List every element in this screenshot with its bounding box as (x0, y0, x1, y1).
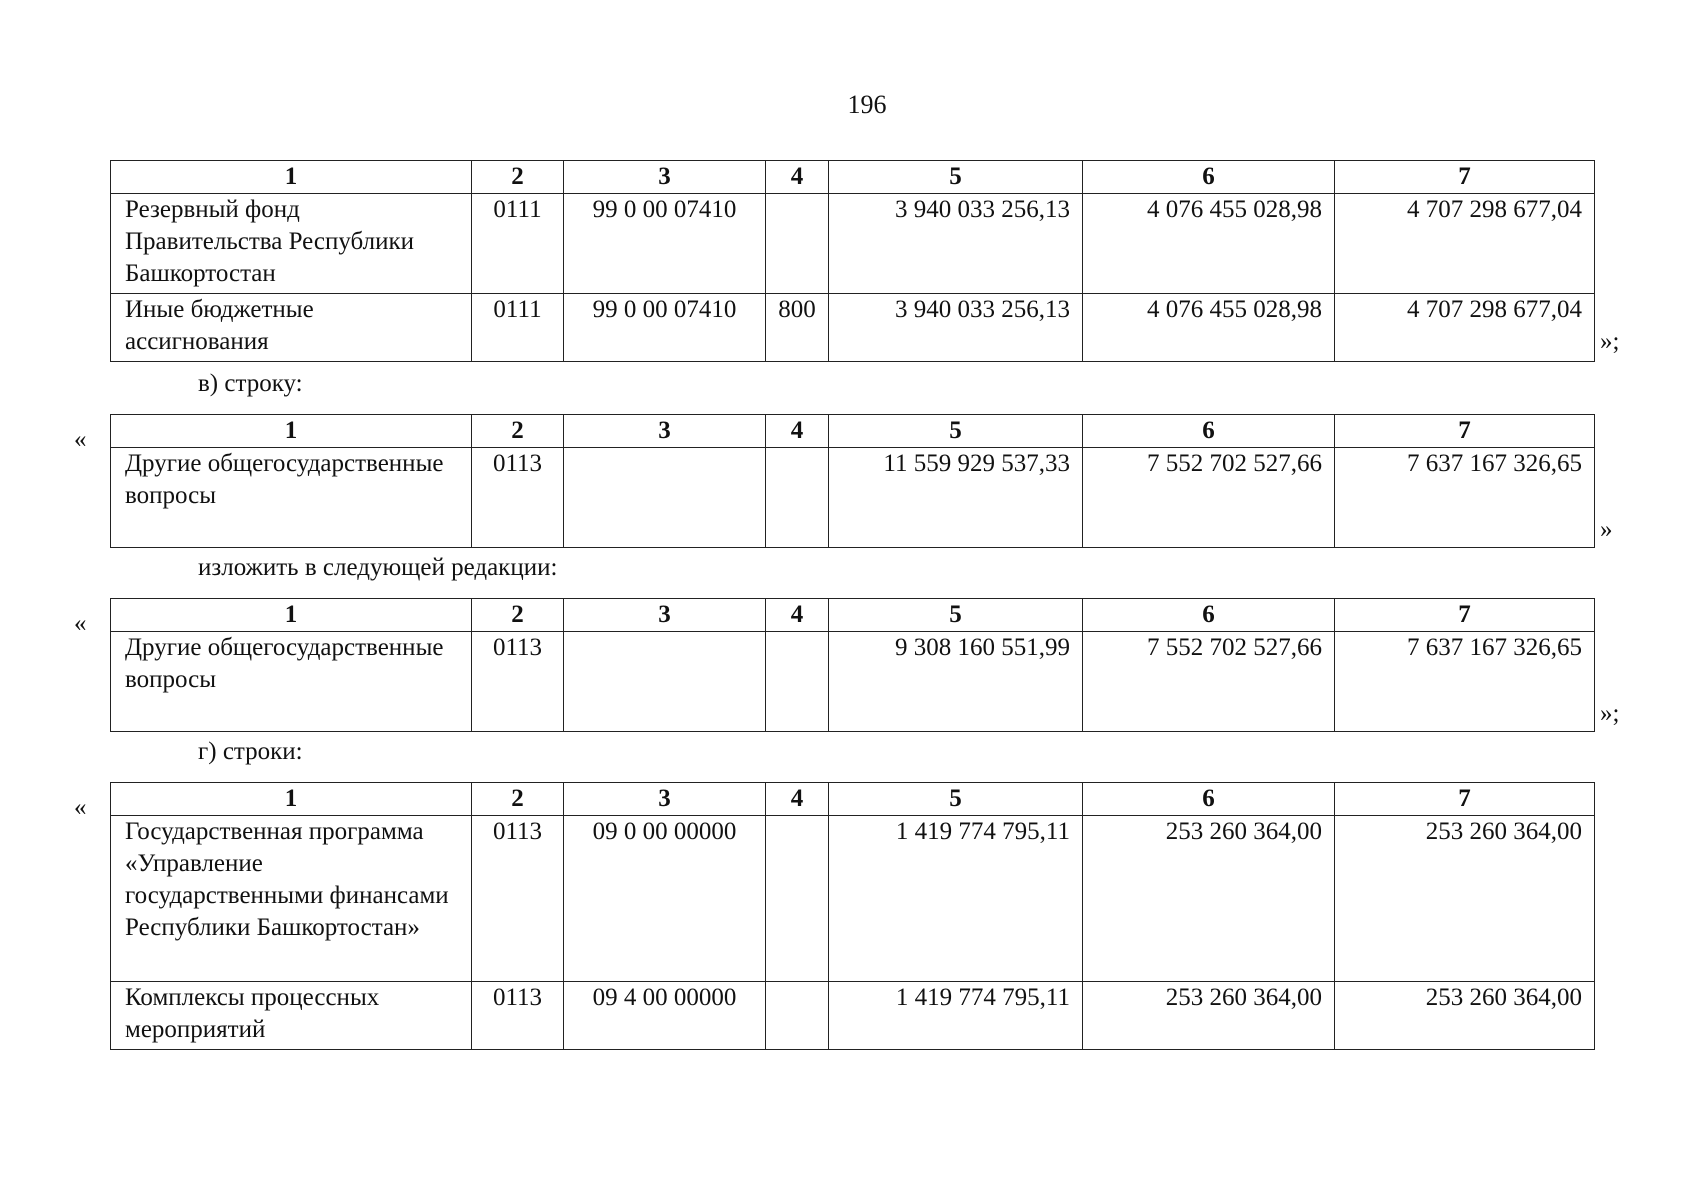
amount-col7-cell: 7 637 167 326,65 (1335, 448, 1595, 548)
header-cell: 3 (564, 599, 766, 632)
header-cell: 1 (111, 783, 472, 816)
expense-type-cell (766, 982, 829, 1050)
expense-type-cell: 800 (766, 294, 829, 362)
amount-col5-cell: 9 308 160 551,99 (829, 632, 1083, 732)
header-cell: 4 (766, 161, 829, 194)
amount-col7-cell: 4 707 298 677,04 (1335, 194, 1595, 294)
header-cell: 7 (1335, 783, 1595, 816)
table-row (111, 448, 1595, 548)
table-row (111, 982, 1595, 1050)
amount-col6-cell: 253 260 364,00 (1083, 982, 1335, 1050)
header-cell: 7 (1335, 415, 1595, 448)
budget-table-4 (110, 782, 1595, 1050)
table-header-row (111, 415, 1595, 448)
amount-col5-cell: 3 940 033 256,13 (829, 294, 1083, 362)
header-cell: 1 (111, 599, 472, 632)
header-cell: 6 (1083, 161, 1335, 194)
expense-type-cell (766, 448, 829, 548)
opening-quote: « (74, 794, 87, 821)
page-number: 196 (847, 90, 887, 119)
target-code-cell (564, 448, 766, 548)
amount-col6-cell: 4 076 455 028,98 (1083, 194, 1335, 294)
amount-col5-cell: 11 559 929 537,33 (829, 448, 1083, 548)
header-cell: 4 (766, 783, 829, 816)
header-cell: 6 (1083, 783, 1335, 816)
row-name-cell: Другие общегосударственные вопросы (111, 448, 472, 548)
table-row (111, 816, 1595, 982)
closing-quote: »; (1600, 700, 1620, 727)
amount-col6-cell: 253 260 364,00 (1083, 816, 1335, 982)
header-cell: 4 (766, 599, 829, 632)
closing-quote: » (1600, 516, 1613, 543)
section-code-cell: 0113 (472, 982, 564, 1050)
amount-col7-cell: 4 707 298 677,04 (1335, 294, 1595, 362)
row-name-cell: Иные бюджетные ассигнования (111, 294, 472, 362)
amount-col7-cell: 253 260 364,00 (1335, 816, 1595, 982)
amount-col7-cell: 253 260 364,00 (1335, 982, 1595, 1050)
header-cell: 1 (111, 415, 472, 448)
budget-table-1 (110, 160, 1595, 362)
row-name-cell: Резервный фонд Правительства Республики Башкортостан (111, 194, 472, 294)
header-cell: 1 (111, 161, 472, 194)
budget-table-2 (110, 414, 1595, 548)
expense-type-cell (766, 816, 829, 982)
header-cell: 4 (766, 415, 829, 448)
amount-col6-cell: 7 552 702 527,66 (1083, 632, 1335, 732)
amount-col5-cell: 3 940 033 256,13 (829, 194, 1083, 294)
table-row (111, 632, 1595, 732)
header-cell: 3 (564, 415, 766, 448)
row-name-cell: Комплексы процессных мероприятий (111, 982, 472, 1050)
table-header-row (111, 783, 1595, 816)
opening-quote: « (74, 426, 87, 453)
expense-type-cell (766, 632, 829, 732)
instruction-v: в) строку: (198, 370, 303, 397)
closing-quote: »; (1600, 328, 1620, 355)
header-cell: 7 (1335, 599, 1595, 632)
instruction-replace: изложить в следующей редакции: (198, 554, 558, 581)
amount-col5-cell: 1 419 774 795,11 (829, 982, 1083, 1050)
amount-col5-cell: 1 419 774 795,11 (829, 816, 1083, 982)
budget-table-3 (110, 598, 1595, 732)
header-cell: 7 (1335, 161, 1595, 194)
table-header-row (111, 161, 1595, 194)
table-row (111, 294, 1595, 362)
header-cell: 2 (472, 161, 564, 194)
amount-col7-cell: 7 637 167 326,65 (1335, 632, 1595, 732)
expense-type-cell (766, 194, 829, 294)
target-code-cell: 09 4 00 00000 (564, 982, 766, 1050)
target-code-cell: 99 0 00 07410 (564, 194, 766, 294)
target-code-cell (564, 632, 766, 732)
section-code-cell: 0111 (472, 194, 564, 294)
section-code-cell: 0113 (472, 448, 564, 548)
header-cell: 6 (1083, 599, 1335, 632)
header-cell: 5 (829, 415, 1083, 448)
target-code-cell: 99 0 00 07410 (564, 294, 766, 362)
header-cell: 5 (829, 783, 1083, 816)
section-code-cell: 0111 (472, 294, 564, 362)
opening-quote: « (74, 610, 87, 637)
header-cell: 2 (472, 783, 564, 816)
header-cell: 5 (829, 161, 1083, 194)
section-code-cell: 0113 (472, 816, 564, 982)
row-name-cell: Другие общегосударственные вопросы (111, 632, 472, 732)
header-cell: 3 (564, 161, 766, 194)
header-cell: 5 (829, 599, 1083, 632)
target-code-cell: 09 0 00 00000 (564, 816, 766, 982)
header-cell: 6 (1083, 415, 1335, 448)
amount-col6-cell: 7 552 702 527,66 (1083, 448, 1335, 548)
table-header-row (111, 599, 1595, 632)
header-cell: 2 (472, 415, 564, 448)
row-name-cell: Государственная программа «Управление государственными финансами Республики Башкортостан» (111, 816, 472, 982)
instruction-g: г) строки: (198, 738, 303, 765)
table-row (111, 194, 1595, 294)
amount-col6-cell: 4 076 455 028,98 (1083, 294, 1335, 362)
section-code-cell: 0113 (472, 632, 564, 732)
header-cell: 2 (472, 599, 564, 632)
header-cell: 3 (564, 783, 766, 816)
